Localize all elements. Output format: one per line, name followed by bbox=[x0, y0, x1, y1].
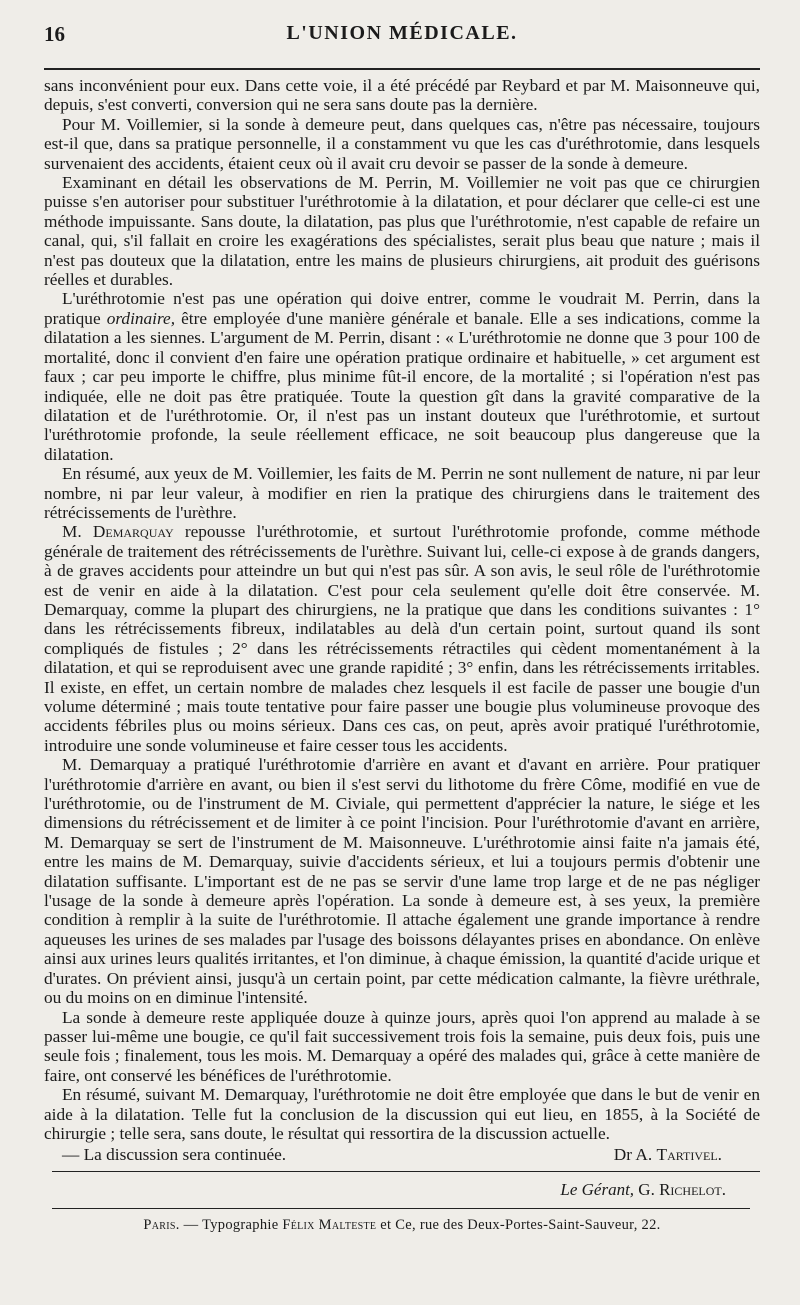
paragraph bbox=[44, 522, 760, 755]
running-header bbox=[44, 18, 760, 50]
printer-imprint bbox=[44, 1217, 760, 1234]
gerant-label: Le Gérant, bbox=[560, 1179, 635, 1199]
text-run: repousse l'uréthrotomie, et surtout l'uréthrotomie profonde, comme méthode générale de traitement des rétrécissements de l'urèthre. Suivant lui, celle-ci expose à de grands dangers, à de graves accidents pour atteindre un but qui n'est pas sûr. A son avis, le seul rôle de l'uréthrotomie est de venir en aide à la dilatation. C'est pour cela seulement qu'elle doit être conservée. M. Demarquay, comme la plupart des chirurgiens, ne la pratique que dans les conditions suivantes : 1° dans les rétrécissements fibreux, indilatables au delà d'un certain point, surtout quand ils sont compliqués de fistules ; 2° dans les rétrécissements rétractiles qui cèdent momentanément à la dilatation, et qui se reproduisent avec une grande rapidité ; 3° enfin, dans les rétrécissements irritables. Il existe, en effet, un certain nombre de malades chez lesquels il est facile de passer une bougie d'un volume déterminé ; mais toute tentative pour faire passer une bougie plus volumineuse provoque des accidents fébriles plus ou moins sérieux. Dans ces cas, on peut, après avoir pratiqué l'uréthrotomie, introduire une sonde volumineuse et faire cesser tous les accidents. bbox=[44, 522, 760, 755]
paragraph: En résumé, aux yeux de M. Voillemier, les faits de M. Perrin ne sont nullement de nature, ni par leur nombre, ni par leur valeur, à modifier en rien la pratique des chirurgiens dans le traitement des rétrécissements de l'urèthre. bbox=[44, 464, 760, 522]
imprint-address: et Ce, rue des Deux-Portes-Saint-Sauveur, 22. bbox=[376, 1216, 661, 1233]
text-run: être employée d'une manière générale et banale. Elle a ses indications, comme la dilatation a les siennes. L'argument de M. Perrin, disant : « L'uréthrotomie ne donne que 3 pour 100 de mortalité, donc il convient d'en faire une opération pratique ordinaire et habituelle, » cet argument est faux ; car peu importe le chiffre, plus minime fût-il encore, de la mortalité ; si l'opération n'est pas indiquée, elle ne doit pas être pratiquée. Toute la question gît dans la gravité comparative de la dilatation et de l'uréthrotomie. Or, il n'est pas un instant douteux que l'uréthrotomie, et surtout l'uréthrotomie profonde, la seule réellement efficace, ne soit beaucoup plus dangereuse que la dilatation. bbox=[44, 308, 760, 464]
imprint-rule bbox=[52, 1208, 750, 1209]
gerant-line bbox=[44, 1180, 760, 1200]
article-body bbox=[44, 76, 760, 1143]
signature-prefix: Dr A. bbox=[613, 1145, 657, 1165]
imprint-printer: Félix Malteste bbox=[282, 1216, 377, 1233]
imprint-city: Paris. bbox=[143, 1216, 180, 1233]
surgeon-name: Demarquay bbox=[92, 522, 174, 542]
page-number: 16 bbox=[44, 22, 65, 46]
author-name: Tartivel. bbox=[656, 1145, 722, 1165]
journal-title: L'UNION MÉDICALE. bbox=[286, 22, 518, 44]
continued-note: — La discussion sera continuée. bbox=[62, 1145, 287, 1165]
closing-line bbox=[44, 1145, 760, 1164]
italic-word: ordinaire, bbox=[106, 308, 176, 328]
paragraph: sans inconvénient pour eux. Dans cette voie, il a été précédé par Reybard et par M. Maisonneuve qui, depuis, s'est converti, conversion qui ne sera sans doute pas la dernière. bbox=[44, 76, 760, 115]
text-run: L'uréthrotomie n'est pas une opération qui doive entrer, comme le voudrait M. Perrin, dans la pratique bbox=[44, 289, 760, 328]
gerant-name: G. Richelot. bbox=[638, 1179, 726, 1199]
paragraph: La sonde à demeure reste appliquée douze à quinze jours, après quoi l'on apprend au malade à se passer lui-même une bougie, ce qu'il fait successivement trois fois la semaine, puis deux fois, puis une seule fois ; finalement, tous les mois. M. Demarquay a opéré des malades qui, grâce à cette manière de faire, ont conservé les bénéfices de l'uréthrotomie. bbox=[44, 1007, 760, 1085]
footer-rule bbox=[52, 1171, 760, 1172]
paragraph: Pour M. Voillemier, si la sonde à demeure peut, dans quelques cas, n'être pas nécessaire, toujours est-il que, dans sa pratique personnelle, il a constamment vu que les cas d'uréthrotomie, dans lesquels survenaient des accidents, étaient ceux où il avait cru devoir se passer de la sonde à demeure. bbox=[44, 114, 760, 173]
header-rule bbox=[44, 68, 760, 70]
author-signature bbox=[614, 1145, 760, 1164]
paragraph bbox=[44, 289, 760, 464]
paragraph: Examinant en détail les observations de M. Perrin, M. Voillemier ne voit pas que ce chirurgien puisse s'en autoriser pour substituer l'uréthrotomie à la dilatation, et pour déclarer que celle-ci est une méthode impuissante. Sans doute, la dilatation, pas plus que l'uréthrotomie, n'est capable de refaire un canal, qui, s'il fallait en croire les exagérations des spécialistes, serait plus beau que nature ; mais il n'est pas douteux que la dilatation, entre les mains de plusieurs chirurgiens, ait produit des guérisons réelles et durables. bbox=[44, 173, 760, 290]
imprint-text: — Typographie bbox=[179, 1216, 283, 1233]
paragraph: En résumé, suivant M. Demarquay, l'uréthrotomie ne doit être employée que dans le but de venir en aide à la dilatation. Telle fut la conclusion de la discussion qui eut lieu, en 1855, à la Société de chirurgie ; telle sera, sans doute, le résultat qui ressortira de la discussion actuelle. bbox=[44, 1085, 760, 1143]
paragraph: M. Demarquay a pratiqué l'uréthrotomie d'arrière en avant et d'avant en arrière. Pour pratiquer l'uréthrotomie d'arrière en avant, ou bien il s'est servi du lithotome du frère Côme, modifié en vue de l'uréthrotomie, ou de l'instrument de M. Civiale, qui permettent d'apprécier la nature, le siége et les dimensions du rétrécissement et de limiter à ce point l'incision. Pour l'uréthrotomie d'avant en arrière, M. Demarquay se sert de l'instrument de M. Maisonneuve. L'uréthrotomie ainsi faite n'a jamais été, entre les mains de M. Demarquay, suivie d'accidents sérieux, et lui a toujours permis d'obtenir une dilatation suffisante. L'important est de ne pas se servir d'une lame trop large et de ne pas négliger l'usage de la sonde à demeure après l'opération. La sonde à demeure est, à ses yeux, la première condition à remplir à la suite de l'uréthrotomie. Il attache également une grande importance à rendre aqueuses les urines de ses malades par l'usage des boissons délayantes prises en abondance. On enlève ainsi aux urines leurs qualités irritantes, et l'on diminue, à chaque émission, la quantité d'acide urique et d'urates. On prévient ainsi, jusqu'à un certain point, par cette médication calmante, la fièvre uréthrale, ou du moins on en diminue l'intensité. bbox=[44, 755, 760, 1008]
text-run: M. bbox=[62, 522, 93, 542]
